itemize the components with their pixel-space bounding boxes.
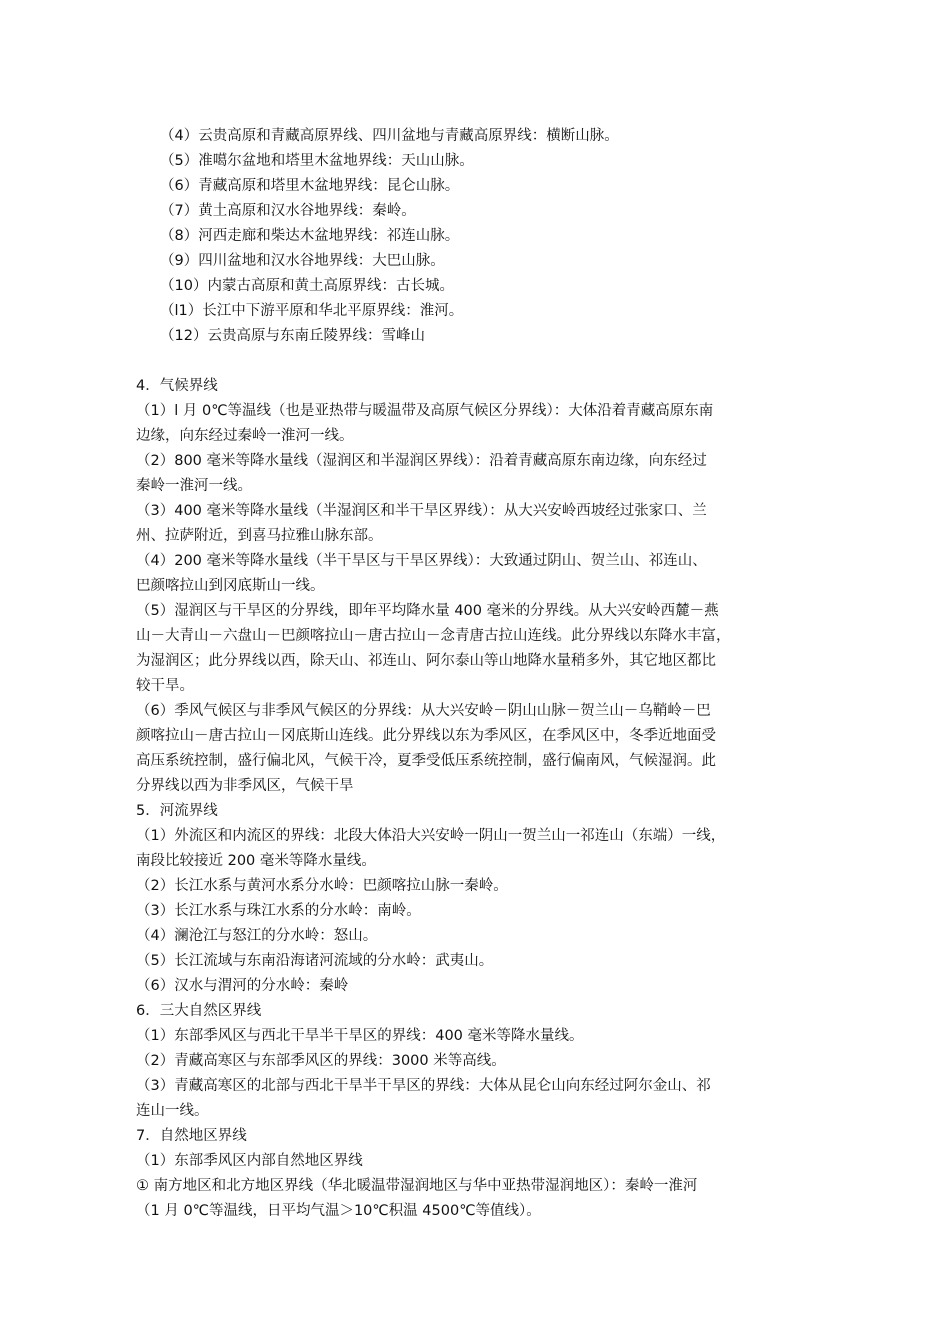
text-line: （5）湿润区与干旱区的分界线，即年平均降水量 400 毫米的分界线。从大兴安岭西麓－燕 [136,603,719,619]
text-line: （6）汉水与渭河的分水岭：秦岭 [136,978,349,994]
text-line: 边缘，向东经过秦岭一淮河一线。 [136,428,354,444]
list-item: （4）云贵高原和青藏高原界线、四川盆地与青藏高原界线：横断山脉。 [160,128,619,144]
text-line: （5）长江流域与东南沿海诸河流域的分水岭：武夷山。 [136,953,494,969]
document-body [136,124,826,1224]
section-heading: 7．自然地区界线 [136,1128,247,1144]
text-line: 分界线以西为非季风区，气候干旱 [136,778,354,794]
list-item: （12）云贵高原与东南丘陵界线：雪峰山 [160,328,425,344]
section-river-boundaries [136,799,826,999]
text-line: （3）400 毫米等降水量线（半湿润区和半干旱区界线）：从大兴安岭西坡经过张家口、兰 [136,503,707,519]
section-climate-boundaries [136,374,826,799]
list-item: （l1）长江中下游平原和华北平原界线：淮河。 [160,303,464,319]
text-line: （2）长江水系与黄河水系分水岭：巴颜喀拉山脉一秦岭。 [136,878,508,894]
text-line: 颜喀拉山－唐古拉山－冈底斯山连线。此分界线以东为季风区，在季风区中，冬季近地面受 [136,728,716,744]
list-item: （8）河西走廊和柴达木盆地界线：祁连山脉。 [160,228,460,244]
text-line: 秦岭一淮河一线。 [136,478,252,494]
section-natural-region-boundaries [136,999,826,1124]
text-line: ① 南方地区和北方地区界线（华北暖温带湿润地区与华中亚热带湿润地区）：秦岭一淮河 [136,1178,698,1194]
section-heading: 6．三大自然区界线 [136,1003,262,1019]
text-line: （3）长江水系与珠江水系的分水岭：南岭。 [136,903,421,919]
text-line: （4）澜沧江与怒江的分水岭：怒山。 [136,928,378,944]
text-line: 巴颜喀拉山到冈底斯山一线。 [136,578,325,594]
list-item: （9）四川盆地和汉水谷地界线：大巴山脉。 [160,253,445,269]
text-line: （3）青藏高寒区的北部与西北干旱半干旱区的界线：大体从昆仑山向东经过阿尔金山、祁 [136,1078,711,1094]
text-line: （1）东部季风区与西北干旱半干旱区的界线：400 毫米等降水量线。 [136,1028,584,1044]
section-heading: 5．河流界线 [136,803,218,819]
text-line: （6）季风气候区与非季风气候区的分界线：从大兴安岭－阴山山脉－贺兰山－乌鞘岭－巴 [136,703,711,719]
text-line: （2）800 毫米等降水量线（湿润区和半湿润区界线）：沿着青藏高原东南边缘，向东经过 [136,453,707,469]
text-line: 山－大青山－六盘山－巴颜喀拉山－唐古拉山－念青唐古拉山连线。此分界线以东降水丰富， [136,628,731,644]
list-item: （5）准噶尔盆地和塔里木盆地界线：天山山脉。 [160,153,474,169]
list-item: （10）内蒙古高原和黄土高原界线：古长城。 [160,278,454,294]
text-line: 南段比较接近 200 毫米等降水量线。 [136,853,376,869]
list-item: （6）青藏高原和塔里木盆地界线：昆仑山脉。 [160,178,460,194]
text-line: （1）l 月 0℃等温线（也是亚热带与暖温带及高原气候区分界线）：大体沿着青藏高原东南 [136,403,714,419]
text-line: （1 月 0℃等温线，日平均气温＞10℃积温 4500℃等值线）。 [136,1203,541,1219]
section-natural-area-boundaries [136,1124,826,1224]
text-line: 连山一线。 [136,1103,209,1119]
text-line: 较干旱。 [136,678,194,694]
section-heading: 4．气候界线 [136,378,218,394]
text-line: （2）青藏高寒区与东部季风区的界线：3000 米等高线。 [136,1053,506,1069]
text-line: （4）200 毫米等降水量线（半干旱区与干旱区界线）：大致通过阴山、贺兰山、祁连山、 [136,553,707,569]
text-line: （1）东部季风区内部自然地区界线 [136,1153,363,1169]
text-line: 为湿润区；此分界线以西，除天山、祁连山、阿尔泰山等山地降水量稍多外，其它地区都比 [136,653,716,669]
text-line: 州、拉萨附近，到喜马拉雅山脉东部。 [136,528,383,544]
section-landform-boundaries [136,124,826,349]
paragraph-gap [136,349,826,374]
text-line: 高压系统控制，盛行偏北风，气候干冷，夏季受低压系统控制，盛行偏南风，气候湿润。此 [136,753,716,769]
list-item: （7）黄土高原和汉水谷地界线：秦岭。 [160,203,416,219]
text-line: （1）外流区和内流区的界线：北段大体沿大兴安岭一阴山一贺兰山一祁连山（东端）一线， [136,828,726,844]
